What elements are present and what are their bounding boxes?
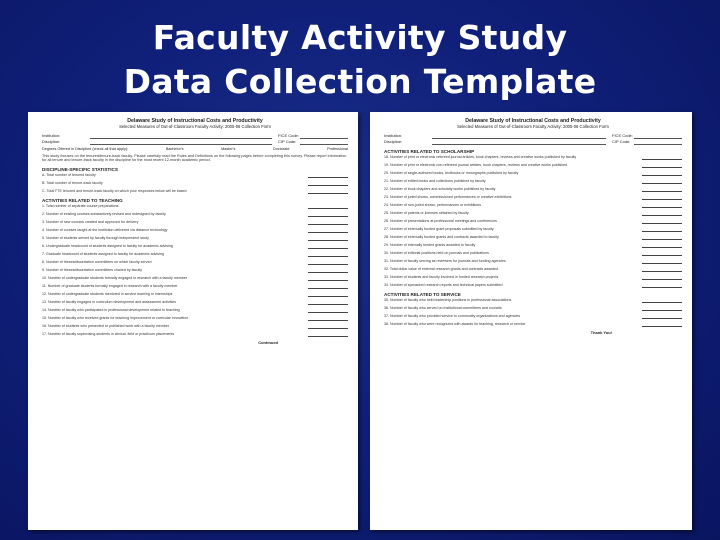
form-item-text: 1. Total number of separate course preparations (42, 203, 119, 208)
section-heading: ACTIVITIES RELATED TO SCHOLARSHIP (384, 149, 475, 154)
slide-title-line-1: Faculty Activity Study (152, 18, 568, 57)
form-item (384, 163, 682, 168)
institution-label: Institution: (384, 133, 403, 138)
form-item-text: 16. Number of students who presented or published work with a faculty member (42, 323, 170, 328)
answer-blank[interactable] (642, 322, 682, 327)
answer-blank[interactable] (308, 173, 348, 178)
answer-blank[interactable] (642, 171, 682, 176)
answer-blank[interactable] (308, 308, 348, 313)
answer-blank[interactable] (642, 195, 682, 200)
form-item (42, 316, 348, 321)
answer-blank[interactable] (308, 324, 348, 329)
form-item (384, 195, 682, 200)
degrees-label: Degrees Offered in Discipline (check all that apply): (42, 147, 129, 151)
form-item (384, 251, 682, 256)
form-item-text: C. Total FTE tenured and tenure-track faculty on which your responses below will be based (42, 188, 187, 193)
form-item-text: 27. Number of externally funded grant proposals submitted by faculty (384, 227, 494, 231)
form-item (42, 173, 348, 178)
answer-blank[interactable] (308, 332, 348, 337)
form-item (42, 300, 348, 305)
answer-blank[interactable] (642, 163, 682, 168)
cip-code-label: CIP Code: (278, 139, 297, 144)
degree-option: Bachelor's (165, 147, 184, 151)
form-item-text: 35. Number of faculty who held leadership positions in professional associations (384, 298, 512, 302)
form-item-text: 28. Number of externally funded grants and contracts awarded to faculty (384, 235, 499, 239)
degrees-row (42, 146, 348, 152)
form-item-text: 7. Graduate headcount of students assigned to faculty for academic advising (42, 251, 164, 256)
answer-blank[interactable] (308, 220, 348, 225)
answer-blank[interactable] (642, 314, 682, 319)
form-item-text: 10. Number of undergraduate students formally engaged in research with a faculty member (42, 275, 188, 280)
intro-paragraph: This study focuses on the tenured/tenure-track faculty. Please carefully read the Rules and Definitions on the following pages before completing this survey. Please report information for all tenure and tenure-track faculty in the discipline for the most recent 12-month academic period. (42, 154, 347, 163)
form-item (384, 259, 682, 264)
form-page-left (28, 112, 358, 530)
answer-blank[interactable] (308, 300, 348, 305)
form-item (42, 324, 348, 329)
degree-option: Master's (221, 147, 236, 151)
discipline-field-row (42, 139, 348, 145)
form-item-text: 32. Total dollar value of external research grants and contracts awarded (384, 267, 499, 271)
answer-blank[interactable] (308, 292, 348, 297)
answer-blank[interactable] (308, 181, 348, 186)
form-item-text: 2. Number of existing courses substantively revised and redesigned by faculty (42, 211, 166, 216)
form-item (384, 203, 682, 208)
answer-blank[interactable] (642, 187, 682, 192)
form-item-text: 31. Number of faculty serving as reviewers for journals and funding agencies (384, 259, 506, 263)
answer-blank[interactable] (642, 251, 682, 256)
form-item (384, 219, 682, 224)
form-item (42, 228, 348, 233)
discipline-label: Discipline: (42, 139, 61, 144)
form-item (42, 260, 348, 265)
form-item-text: 13. Number of faculty engaged in curriculum development and assessment activities (42, 299, 177, 304)
answer-blank[interactable] (308, 268, 348, 273)
form-item (42, 244, 348, 249)
form-item (384, 267, 682, 272)
form-item-text: 11. Number of graduate students formally engaged in research with a faculty member (42, 283, 178, 288)
slide-title (0, 16, 720, 104)
slide-title-line-2: Data Collection Template (123, 62, 597, 101)
institution-label: Institution: (42, 133, 61, 138)
form-item-text: 5. Number of students served by faculty through independent study (42, 235, 149, 240)
form-item (384, 235, 682, 240)
answer-blank[interactable] (642, 155, 682, 160)
form-item (384, 243, 682, 248)
section-heading: ACTIVITIES RELATED TO TEACHING (42, 197, 123, 203)
form-item (42, 181, 348, 186)
form-item (384, 155, 682, 160)
degree-option: Doctorate (272, 147, 290, 151)
answer-blank[interactable] (642, 275, 682, 280)
form-item-text: 30. Number of editorial positions held on journals and publications (384, 251, 489, 255)
answer-blank[interactable] (308, 244, 348, 249)
form-item-text: 33. Number of students and faculty involved in funded research projects (384, 275, 499, 279)
form-item-text: B. Total number of tenure-track faculty (42, 180, 103, 185)
form-item-text: 12. Number of undergraduate students mentored in service learning or internships (42, 291, 173, 296)
form-item (42, 220, 348, 225)
form-item (42, 189, 348, 194)
form-item (384, 314, 682, 319)
form-item-text: 29. Number of internally funded grants awarded to faculty (384, 243, 476, 247)
form-item (384, 306, 682, 311)
form-item-text: 25. Number of patents or licenses obtained by faculty (384, 211, 469, 215)
discipline-line (432, 140, 606, 145)
fice-code-line (300, 134, 348, 139)
answer-blank[interactable] (642, 203, 682, 208)
form-item-text: 23. Number of juried shows, commissioned performances or creative exhibitions (384, 195, 512, 199)
answer-blank[interactable] (642, 259, 682, 264)
left-doc-subtitle: Selected Measures of Out-of-Classroom Faculty Activity: 2005-06 Collection Form (119, 124, 271, 129)
section-heading: ACTIVITIES RELATED TO SERVICE (384, 292, 461, 297)
form-item (42, 212, 348, 217)
form-item-text: 34. Number of sponsored research reports and technical papers submitted (384, 283, 503, 287)
form-item-text: 36. Number of faculty who served on institutional committees and councils (384, 306, 502, 310)
answer-blank[interactable] (308, 228, 348, 233)
form-item (42, 236, 348, 241)
fice-code-label: FICE Code: (612, 133, 633, 138)
cip-code-line (300, 140, 348, 145)
form-item (42, 252, 348, 257)
discipline-field-row (384, 139, 682, 145)
discipline-stats-list (42, 173, 348, 194)
form-item-text: 17. Number of faculty supervising students in clinical, field or practicum placements (42, 331, 175, 336)
form-item-text: 26. Number of presentations at professional meetings and conferences (384, 219, 497, 223)
institution-line (432, 134, 606, 139)
section-heading: DISCIPLINE-SPECIFIC STATISTICS (42, 166, 118, 172)
form-item (384, 298, 682, 303)
left-doc-title: Delaware Study of Instructional Costs and Productivity (127, 118, 263, 124)
form-item-text: 19. Number of print or electronic non-refereed journal articles, book chapters, reviews and creative works published (384, 163, 568, 167)
form-item (384, 179, 682, 184)
answer-blank[interactable] (308, 189, 348, 194)
form-item-text: 8. Number of theses/dissertation committees on which faculty served (42, 259, 152, 264)
answer-blank[interactable] (642, 211, 682, 216)
form-item-text: 9. Number of theses/dissertation committees chaired by faculty (42, 267, 143, 272)
answer-blank[interactable] (642, 306, 682, 311)
form-item (42, 308, 348, 313)
form-item-text: 15. Number of faculty who received grants for teaching improvement or curricular innovation (42, 315, 189, 320)
form-item (42, 276, 348, 281)
form-item (384, 275, 682, 280)
form-item-text: 6. Undergraduate headcount of students assigned to faculty for academic advising (42, 243, 173, 248)
right-doc-subtitle: Selected Measures of Out-of-Classroom Faculty Activity: 2005-06 Collection Form (457, 124, 609, 129)
answer-blank[interactable] (642, 283, 682, 288)
institution-line (90, 134, 272, 139)
thank-you-note: Thank You! (590, 330, 612, 335)
cip-code-label: CIP Code: (612, 139, 631, 144)
cip-code-line (634, 140, 682, 145)
form-item-text: 22. Number of book chapters and scholarly works published by faculty (384, 187, 496, 191)
answer-blank[interactable] (642, 235, 682, 240)
form-item (384, 211, 682, 216)
form-item (42, 332, 348, 337)
form-item-text: 37. Number of faculty who provided service to community organizations and agencies (384, 314, 521, 318)
form-item-text: 20. Number of single-authored books, textbooks or monographs published by faculty (384, 171, 519, 175)
form-item (42, 204, 348, 209)
form-item (384, 187, 682, 192)
form-item (384, 171, 682, 176)
fice-code-label: FICE Code: (278, 133, 299, 138)
form-item-text: 4. Number of courses taught at the institution delivered via distance technology (42, 227, 168, 232)
form-item-text: 24. Number of non-juried shows, performances or exhibitions (384, 203, 482, 207)
answer-blank[interactable] (308, 276, 348, 281)
form-item (384, 283, 682, 288)
answer-blank[interactable] (642, 179, 682, 184)
form-item (384, 322, 682, 327)
form-item-text: 14. Number of faculty who participated in professional development related to teaching (42, 307, 180, 312)
form-item-text: 38. Number of faculty who were recognized with awards for teaching, research or service (384, 322, 526, 326)
service-activities-list (384, 298, 682, 327)
answer-blank[interactable] (308, 316, 348, 321)
fice-code-line (634, 134, 682, 139)
answer-blank[interactable] (308, 204, 348, 209)
form-item-text: 18. Number of print or electronic refereed journal articles, book chapters, reviews and creative works published by faculty (384, 155, 577, 159)
answer-blank[interactable] (308, 212, 348, 217)
degree-option: Professional (327, 147, 348, 151)
answer-blank[interactable] (308, 284, 348, 289)
form-item-text: 3. Number of new courses created and approved for delivery (42, 219, 139, 224)
discipline-line (90, 140, 272, 145)
answer-blank[interactable] (308, 260, 348, 265)
teaching-activities-list (42, 204, 348, 337)
form-item-text: 21. Number of edited books and collections published by faculty (384, 179, 486, 183)
form-item (42, 284, 348, 289)
answer-blank[interactable] (642, 227, 682, 232)
answer-blank[interactable] (308, 252, 348, 257)
form-item (384, 227, 682, 232)
answer-blank[interactable] (642, 298, 682, 303)
form-item-text: A. Total number of tenured faculty (42, 172, 96, 177)
answer-blank[interactable] (308, 236, 348, 241)
answer-blank[interactable] (642, 267, 682, 272)
discipline-label: Discipline: (384, 139, 403, 144)
form-page-right (370, 112, 692, 530)
form-item (42, 268, 348, 273)
answer-blank[interactable] (642, 219, 682, 224)
right-doc-title: Delaware Study of Instructional Costs and Productivity (465, 118, 601, 124)
answer-blank[interactable] (642, 243, 682, 248)
form-item (42, 292, 348, 297)
continued-note: Continued (258, 339, 278, 345)
scholarship-activities-list (384, 155, 682, 288)
